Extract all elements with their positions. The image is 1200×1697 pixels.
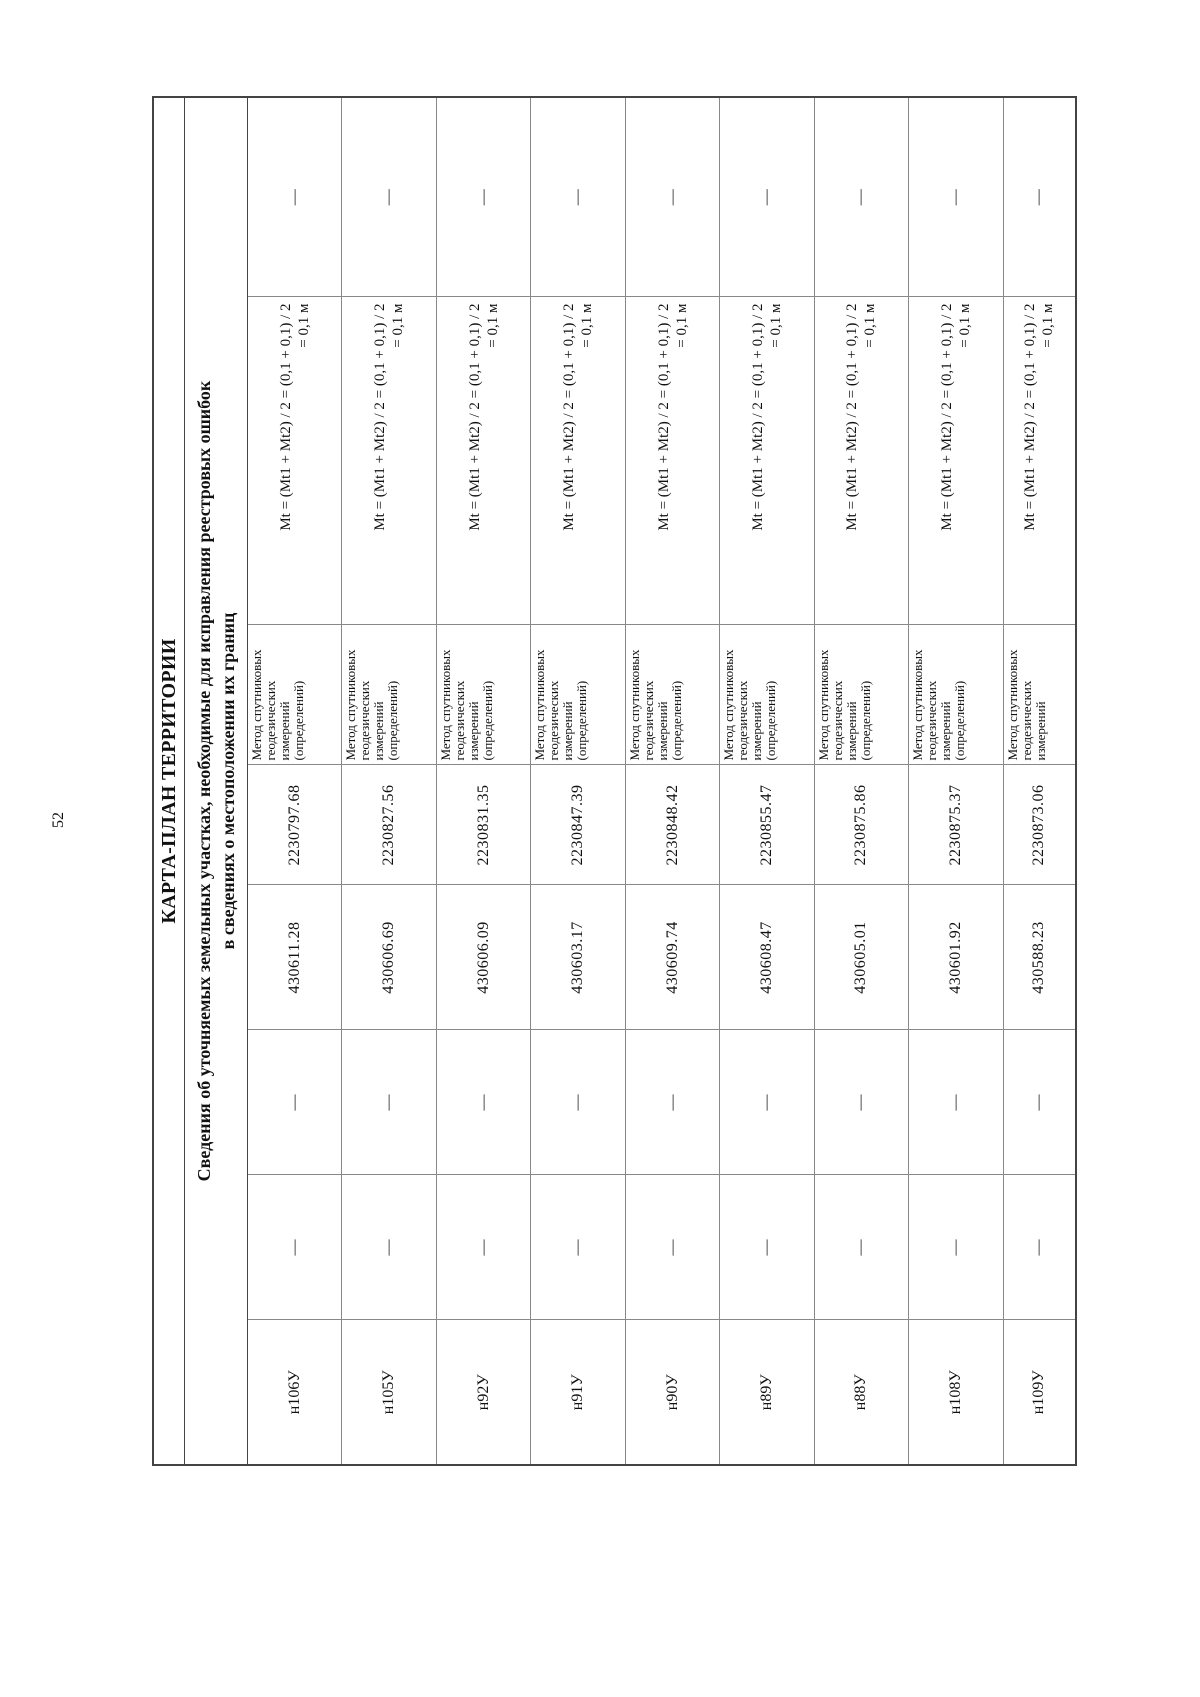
table-row [1003,97,1076,1465]
formula-line-2: = 0,1 м [767,303,784,348]
x-coordinate-cell: 430588.23 [1003,885,1076,1030]
description-cell: — [814,97,908,297]
x-coordinate-cell: 430606.09 [436,885,530,1030]
method-cell: Метод спутниковых геодезических измерений (определений) [248,625,342,765]
y-coordinate-cell: 2230848.42 [625,765,719,885]
formula-line-2: = 0,1 м [390,303,407,348]
formula-line-1: Mt = (Mt1 + Mt2) / 2 = (0,1 + 0,1) / 2 [655,303,672,531]
point-cell: н88У [814,1320,908,1465]
method-cell: Метод спутниковых геодезических измерений (определений) [436,625,530,765]
description-cell: — [531,97,625,297]
title-row [153,97,185,1465]
formula-line-1: Mt = (Mt1 + Mt2) / 2 = (0,1 + 0,1) / 2 [466,303,483,531]
formula-line-2: = 0,1 м [1040,303,1057,348]
method-cell: Метод спутниковых геодезических измерений (определений) [814,625,908,765]
x-coordinate-cell: 430609.74 [625,885,719,1030]
subtitle-line-1: Сведения об уточняемых земельных участках, необходимые для исправления реестровых ошибок [194,380,214,1182]
x-coordinate-cell: 430601.92 [909,885,1003,1030]
x-coordinate-cell: 430603.17 [531,885,625,1030]
empty-value-cell: — [625,1030,719,1175]
y-coordinate-cell: 2230847.39 [531,765,625,885]
accuracy-formula-cell [720,297,814,625]
description-cell: — [248,97,342,297]
table-row [248,97,342,1465]
description-cell: — [342,97,436,297]
formula-line-1: Mt = (Mt1 + Mt2) / 2 = (0,1 + 0,1) / 2 [749,303,766,531]
y-coordinate-cell: 2230797.68 [248,765,342,885]
empty-value-cell: — [531,1175,625,1320]
table-row [531,97,625,1465]
empty-value-cell: — [342,1175,436,1320]
formula-line-2: = 0,1 м [484,303,501,348]
empty-value-cell: — [531,1030,625,1175]
formula-line-1: Mt = (Mt1 + Mt2) / 2 = (0,1 + 0,1) / 2 [561,303,578,531]
formula-line-2: = 0,1 м [673,303,690,348]
coordinates-table [152,96,1077,1466]
document-title: КАРТА-ПЛАН ТЕРРИТОРИИ [153,97,185,1465]
y-coordinate-cell: 2230855.47 [720,765,814,885]
accuracy-formula-cell [436,297,530,625]
point-cell: н105У [342,1320,436,1465]
method-cell: Метод спутниковых геодезических измерений (определений) [625,625,719,765]
table-row [436,97,530,1465]
description-cell: — [1003,97,1076,297]
subtitle-row [185,97,248,1465]
formula-line-2: = 0,1 м [295,303,312,348]
method-cell: Метод спутниковых геодезических измерений (определений) [531,625,625,765]
accuracy-formula-cell [909,297,1003,625]
formula-line-1: Mt = (Mt1 + Mt2) / 2 = (0,1 + 0,1) / 2 [1022,303,1039,531]
description-cell: — [720,97,814,297]
accuracy-formula-cell [625,297,719,625]
description-cell: — [436,97,530,297]
point-cell: н91У [531,1320,625,1465]
x-coordinate-cell: 430608.47 [720,885,814,1030]
formula-line-1: Mt = (Mt1 + Mt2) / 2 = (0,1 + 0,1) / 2 [938,303,955,531]
x-coordinate-cell: 430605.01 [814,885,908,1030]
y-coordinate-cell: 2230873.06 [1003,765,1076,885]
empty-value-cell: — [720,1175,814,1320]
formula-line-1: Mt = (Mt1 + Mt2) / 2 = (0,1 + 0,1) / 2 [277,303,294,531]
method-cell: Метод спутниковых геодезических измерений [1003,625,1076,765]
empty-value-cell: — [909,1175,1003,1320]
rotated-table-container [152,98,1077,1466]
description-cell: — [909,97,1003,297]
formula-line-2: = 0,1 м [862,303,879,348]
accuracy-formula-cell [531,297,625,625]
empty-value-cell: — [436,1030,530,1175]
formula-line-1: Mt = (Mt1 + Mt2) / 2 = (0,1 + 0,1) / 2 [844,303,861,531]
empty-value-cell: — [814,1175,908,1320]
document-subtitle [185,97,248,1465]
point-cell: н92У [436,1320,530,1465]
empty-value-cell: — [248,1030,342,1175]
table-row [814,97,908,1465]
empty-value-cell: — [625,1175,719,1320]
method-cell: Метод спутниковых геодезических измерений (определений) [909,625,1003,765]
table-body [153,97,1076,1465]
accuracy-formula-cell [814,297,908,625]
formula-line-1: Mt = (Mt1 + Mt2) / 2 = (0,1 + 0,1) / 2 [372,303,389,531]
method-cell: Метод спутниковых геодезических измерений (определений) [342,625,436,765]
table-row [909,97,1003,1465]
point-cell: н90У [625,1320,719,1465]
subtitle-line-2: в сведениях о местоположении их границ [218,612,238,950]
table-row [625,97,719,1465]
empty-value-cell: — [720,1030,814,1175]
table-row [720,97,814,1465]
empty-value-cell: — [814,1030,908,1175]
empty-value-cell: — [342,1030,436,1175]
point-cell: н108У [909,1320,1003,1465]
x-coordinate-cell: 430611.28 [248,885,342,1030]
y-coordinate-cell: 2230827.56 [342,765,436,885]
point-cell: н89У [720,1320,814,1465]
y-coordinate-cell: 2230831.35 [436,765,530,885]
table-row [342,97,436,1465]
y-coordinate-cell: 2230875.37 [909,765,1003,885]
description-cell: — [625,97,719,297]
page-number: 52 [50,812,67,828]
empty-value-cell: — [248,1175,342,1320]
x-coordinate-cell: 430606.69 [342,885,436,1030]
empty-value-cell: — [436,1175,530,1320]
point-cell: н109У [1003,1320,1076,1465]
y-coordinate-cell: 2230875.86 [814,765,908,885]
point-cell: н106У [248,1320,342,1465]
method-cell: Метод спутниковых геодезических измерений (определений) [720,625,814,765]
accuracy-formula-cell [248,297,342,625]
empty-value-cell: — [1003,1175,1076,1320]
accuracy-formula-cell [342,297,436,625]
empty-value-cell: — [909,1030,1003,1175]
formula-line-2: = 0,1 м [956,303,973,348]
formula-line-2: = 0,1 м [579,303,596,348]
empty-value-cell: — [1003,1030,1076,1175]
accuracy-formula-cell [1003,297,1076,625]
